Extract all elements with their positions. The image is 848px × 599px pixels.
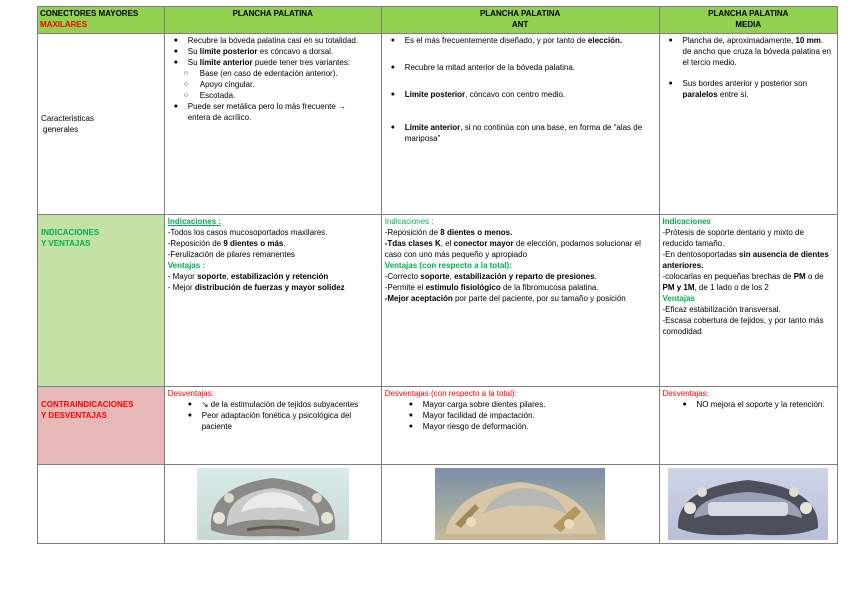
text-line: -Reposición de 9 dientes o más.: [167, 239, 286, 248]
list-item: ● Mayor riesgo de deformación.: [423, 421, 656, 432]
header-title: CONECTORES MAYORES: [40, 9, 139, 18]
row-contraindicaciones: [38, 387, 838, 465]
list-item: ● Recubre la bóveda palatina casi en su totalidad.: [188, 35, 378, 46]
header-cell-plancha-ant: [381, 7, 659, 34]
text-line: -colocarlas en pequeñas brechas de PM o de PM y 1M, de 1 lado o de los 2: [662, 272, 824, 292]
label-line: INDICACIONES: [41, 228, 100, 237]
bullet-list: [168, 101, 378, 123]
header-row: [38, 7, 838, 34]
label-line: CONTRAINDICACIONES: [41, 400, 134, 409]
header-col3-label: PLANCHA PALATINA: [708, 9, 789, 18]
text-line: - Mayor soporte, estabilización y retención: [167, 272, 329, 281]
cell-indicaciones-plancha: [164, 215, 381, 387]
bullet-list: [168, 399, 378, 432]
header-col2-sub: ANT: [511, 20, 529, 29]
text-line: -Prótesis de soporte dentario y mixto de reducido tamaño.: [662, 228, 804, 248]
list-item: ○ Apoyo cingular.: [200, 79, 378, 90]
text-line: -Eficaz estabilización transversal.: [662, 305, 781, 314]
header-cell-plancha-media: [659, 7, 837, 34]
header-col3-sub: MEDIA: [735, 20, 762, 29]
plancha-media-photo: [668, 468, 828, 540]
list-item: ● Mayor carga sobre dientes pilares.: [423, 399, 656, 410]
section-title: Desventajas:: [167, 389, 214, 398]
text-line: -Ferulización de pilares remanentes: [167, 250, 295, 259]
cell-caracteristicas-plancha: [164, 34, 381, 215]
section-title: Desventajas (con respecto a la total):: [384, 389, 517, 398]
section-title: Desventajas:: [662, 389, 709, 398]
cell-contra-plancha: [164, 387, 381, 465]
list-item: ● Puede ser metálica pero lo más frecuente → entera de acrílico.: [188, 101, 378, 123]
text-line: -Permite el estímulo fisiológico de la fibromucosa palatina.: [384, 283, 599, 292]
label-line: Caracteristicas: [41, 114, 94, 123]
text-line: -En dentosoportadas sin ausencia de dientes anteriores.: [662, 250, 829, 270]
list-item: ● NO mejora el soporte y la retención.: [697, 399, 834, 410]
header-cell-plancha-palatina: [164, 7, 381, 34]
section-title: Indicaciones :: [384, 217, 434, 226]
list-item: ● Plancha de, aproximadamente, 10 mm. de ancho que cruza la bóveda palatina en el tercio medio.: [683, 35, 834, 68]
list-item: ○ Escotada.: [200, 90, 378, 101]
bullet-list: [385, 399, 656, 432]
list-item: ● Límite anterior, si no continúa con una base, en forma de “alas de mariposa”: [405, 122, 656, 144]
section-title: Ventajas :: [167, 261, 206, 270]
list-item: ● Es el más frecuentemente diseñado, y por tanto de elección.: [405, 35, 656, 46]
section-title: Indicaciones: [662, 217, 711, 226]
cell-image-plancha: [164, 465, 381, 544]
label-line: Y DESVENTAJAS: [41, 411, 107, 420]
section-title: Indicaciones :: [167, 217, 222, 226]
sub-bullet-list: [168, 68, 378, 101]
cell-image-ant: [381, 465, 659, 544]
header-cell-conectores: [38, 7, 165, 34]
row-label-contraindicaciones: [38, 387, 165, 465]
arrow-down-right-icon: ↘: [201, 400, 209, 409]
bullet-list: [663, 35, 834, 100]
cell-image-media: [659, 465, 837, 544]
text-line: - Mejor distribución de fuerzas y mayor solidez: [167, 283, 345, 292]
row-indicaciones: [38, 215, 838, 387]
text-line: -Mejor aceptación por parte del paciente, por su tamaño y posición: [384, 294, 626, 303]
cell-empty: [38, 465, 165, 544]
plancha-palatina-photo: [197, 468, 349, 540]
list-item: ● Peor adaptación fonética y psicológica del paciente: [202, 410, 378, 432]
section-title: Ventajas: [662, 294, 695, 303]
label-line: generales: [43, 125, 79, 134]
text-line: -Tdas clases K, el conector mayor de elección, podamos solucionar el caso con uno más pequeño y apropiado: [384, 239, 641, 259]
conectores-table: [37, 6, 838, 544]
section-title: Ventajas (con respecto a la total):: [384, 261, 512, 270]
row-label-caracteristicas: [38, 34, 165, 215]
list-item: ● Recubre la mitad anterior de la bóveda palatina.: [405, 62, 656, 73]
text-line: -Escasa cobertura de tejidos, y por tanto más comodidad: [662, 316, 824, 336]
list-item: ● Mayor facilidad de impactación.: [423, 410, 656, 421]
cell-indicaciones-ant: [381, 215, 659, 387]
row-caracteristicas: [38, 34, 838, 215]
label-line: Y VENTAJAS: [41, 239, 91, 248]
header-subtitle-maxilares: MAXILARES: [40, 20, 88, 29]
bullet-list: [385, 35, 656, 144]
list-item: ● Su límite anterior puede tener tres variantes:: [188, 57, 378, 68]
text-line: -Correcto soporte, estabilización y reparto de presiones.: [384, 272, 597, 281]
bullet-list: [663, 399, 834, 410]
cell-contra-media: [659, 387, 837, 465]
header-col2-label: PLANCHA PALATINA: [479, 9, 561, 18]
list-item: ● Sus bordes anterior y posterior son paralelos entre sí.: [683, 78, 834, 100]
text-line: -Reposición de 8 dientes o menos.: [384, 228, 513, 237]
row-label-indicaciones: [38, 215, 165, 387]
list-item: ● Límite posterior, cóncavo con centro medio.: [405, 89, 656, 100]
bullet-list: [168, 35, 378, 68]
text-line: -Todos los casos mucosoportados maxilares.: [167, 228, 328, 237]
list-item: ● Su límite posterior es cóncavo a dorsal.: [188, 46, 378, 57]
plancha-ant-photo: [435, 468, 605, 540]
cell-caracteristicas-media: [659, 34, 837, 215]
list-item: ● ↘ de la estimulación de tejidos subyacentes: [202, 399, 378, 410]
row-images: [38, 465, 838, 544]
list-item: ○ Base (en caso de edentación anterior).: [200, 68, 378, 79]
cell-contra-ant: [381, 387, 659, 465]
cell-indicaciones-media: [659, 215, 837, 387]
header-col1-label: PLANCHA PALATINA: [232, 9, 313, 18]
cell-caracteristicas-ant: [381, 34, 659, 215]
